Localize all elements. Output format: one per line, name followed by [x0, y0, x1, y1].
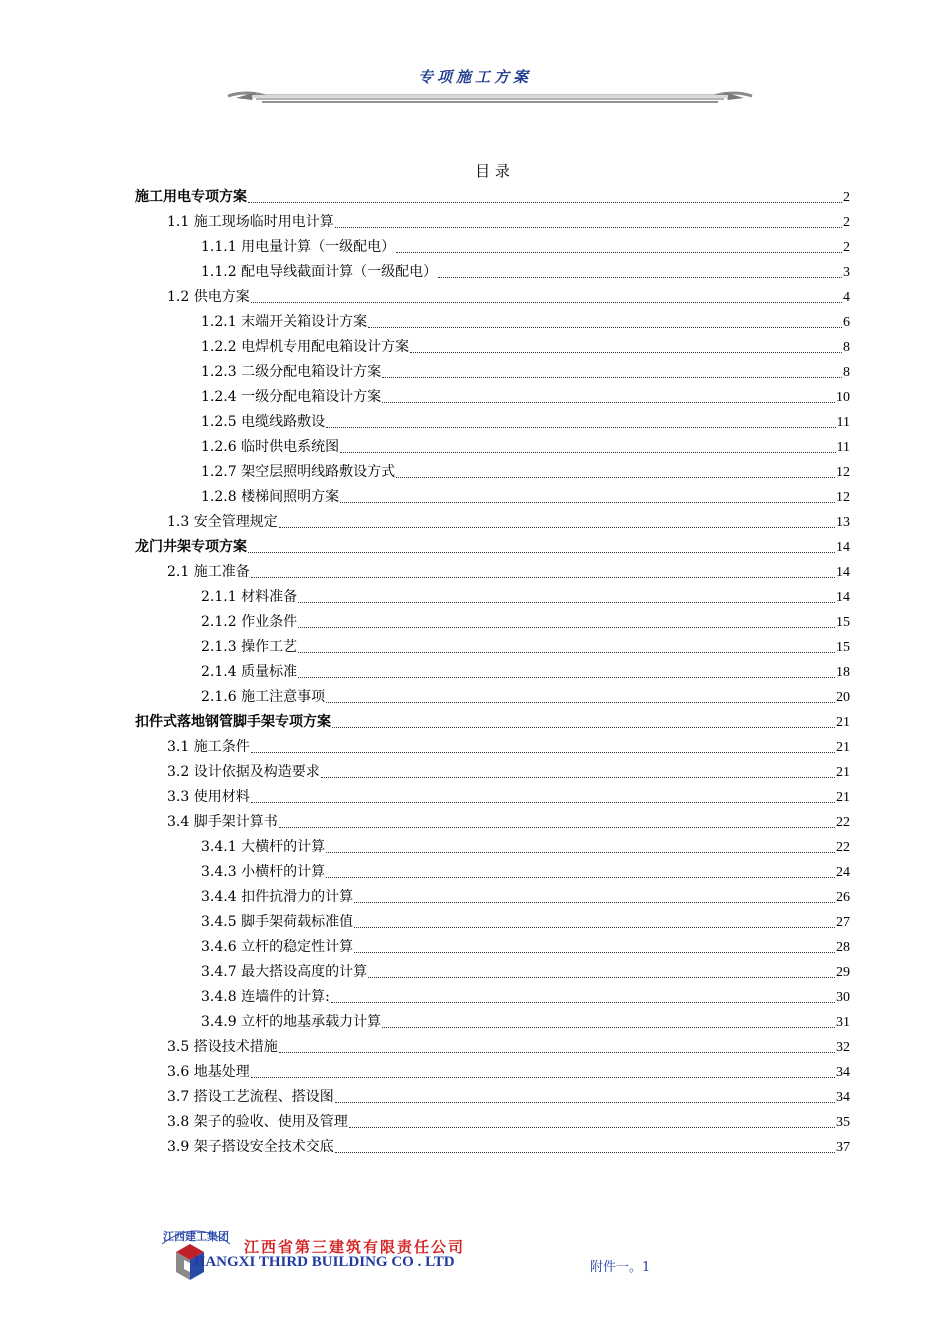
- toc-dot-leader: [298, 627, 835, 628]
- toc-entry[interactable]: [135, 510, 850, 535]
- toc-entry-label: 3.4 脚手架计算书: [167, 814, 278, 830]
- toc-entry[interactable]: [135, 485, 850, 510]
- toc-entry[interactable]: [135, 610, 850, 635]
- toc-entry-page: 2: [843, 190, 850, 205]
- toc-entry[interactable]: [135, 210, 850, 235]
- toc-entry[interactable]: [135, 410, 850, 435]
- toc-entry-label: 2.1 施工准备: [167, 564, 250, 580]
- toc-entry[interactable]: [135, 660, 850, 685]
- toc-entry[interactable]: [135, 285, 850, 310]
- toc-entry-label: 3.4.1 大横杆的计算: [201, 839, 326, 855]
- toc-entry-page: 14: [836, 540, 850, 555]
- toc-entry-page: 31: [836, 1015, 850, 1030]
- toc-entry-label: 2.1.1 材料准备: [201, 589, 298, 605]
- toc-entry[interactable]: [135, 710, 850, 735]
- toc-dot-leader: [331, 1002, 835, 1003]
- toc-entry-page: 29: [836, 965, 850, 980]
- toc-entry-page: 13: [836, 515, 850, 530]
- toc-entry[interactable]: [135, 635, 850, 660]
- toc-entry[interactable]: [135, 735, 850, 760]
- toc-entry-page: 22: [836, 840, 850, 855]
- toc-dot-leader: [382, 377, 842, 378]
- toc-entry-label: 2.1.3 操作工艺: [201, 639, 298, 655]
- toc-entry-page: 21: [836, 715, 850, 730]
- toc-entry-label: 1.1.1 用电量计算（一级配电）: [201, 239, 396, 255]
- toc-entry[interactable]: [135, 810, 850, 835]
- toc-entry[interactable]: [135, 1035, 850, 1060]
- toc-entry[interactable]: [135, 960, 850, 985]
- toc-entry-label: 扣件式落地钢管脚手架专项方案: [135, 714, 331, 730]
- toc-dot-leader: [326, 427, 835, 428]
- toc-entry-label: 2.1.6 施工注意事项: [201, 689, 326, 705]
- toc-entry-page: 20: [836, 690, 850, 705]
- toc-entry-label: 1.2.7 架空层照明线路敷设方式: [201, 464, 396, 480]
- toc-entry[interactable]: [135, 1110, 850, 1135]
- toc-entry-label: 3.4.8 连墙件的计算:: [201, 989, 330, 1005]
- company-name-english: JIANGXI THIRD BUILDING CO . LTD: [192, 1254, 455, 1270]
- toc-dot-leader: [298, 602, 835, 603]
- toc-entry-label: 3.1 施工条件: [167, 739, 250, 755]
- toc-dot-leader: [410, 352, 842, 353]
- toc-entry[interactable]: [135, 460, 850, 485]
- toc-dot-leader: [251, 752, 835, 753]
- toc-entry[interactable]: [135, 910, 850, 935]
- toc-entry-page: 34: [836, 1090, 850, 1105]
- toc-entry-page: 27: [836, 915, 850, 930]
- toc-entry[interactable]: [135, 560, 850, 585]
- toc-entry-label: 3.6 地基处理: [167, 1064, 250, 1080]
- toc-entry-label: 1.3 安全管理规定: [167, 514, 278, 530]
- toc-entry-page: 2: [843, 240, 850, 255]
- toc-entry-label: 3.4.4 扣件抗滑力的计算: [201, 889, 354, 905]
- toc-dot-leader: [298, 677, 835, 678]
- toc-entry[interactable]: [135, 760, 850, 785]
- toc-entry-label: 3.4.9 立杆的地基承载力计算: [201, 1014, 382, 1030]
- toc-entry-label: 3.4.5 脚手架荷载标准值: [201, 914, 354, 930]
- toc-entry-label: 1.2.2 电焊机专用配电箱设计方案: [201, 339, 410, 355]
- toc-dot-leader: [335, 1152, 835, 1153]
- toc-dot-leader: [382, 402, 835, 403]
- toc-entry-label: 施工用电专项方案: [135, 189, 247, 205]
- toc-entry-page: 35: [836, 1115, 850, 1130]
- toc-entry-page: 22: [836, 815, 850, 830]
- toc-dot-leader: [251, 802, 835, 803]
- toc-entry-page: 12: [836, 490, 850, 505]
- toc-entry[interactable]: [135, 535, 850, 560]
- toc-entry-page: 11: [836, 440, 850, 455]
- toc-entry-label: 3.8 架子的验收、使用及管理: [167, 1114, 348, 1130]
- toc-dot-leader: [396, 477, 835, 478]
- toc-entry-label: 3.4.6 立杆的稳定性计算: [201, 939, 354, 955]
- toc-dot-leader: [251, 577, 835, 578]
- toc-entry-page: 12: [836, 465, 850, 480]
- toc-entry[interactable]: [135, 685, 850, 710]
- toc-dot-leader: [248, 552, 835, 553]
- toc-entry-page: 30: [836, 990, 850, 1005]
- toc-entry-page: 14: [836, 565, 850, 580]
- toc-entry-label: 2.1.4 质量标准: [201, 664, 298, 680]
- toc-dot-leader: [354, 927, 835, 928]
- toc-entry-label: 1.2.4 一级分配电箱设计方案: [201, 389, 382, 405]
- toc-dot-leader: [279, 527, 835, 528]
- toc-entry-label: 1.2.3 二级分配电箱设计方案: [201, 364, 382, 380]
- toc-dot-leader: [326, 852, 835, 853]
- toc-dot-leader: [326, 702, 835, 703]
- toc-entry[interactable]: [135, 385, 850, 410]
- toc-dot-leader: [340, 502, 835, 503]
- toc-entry[interactable]: [135, 985, 850, 1010]
- toc-dot-leader: [335, 227, 842, 228]
- toc-entry[interactable]: [135, 935, 850, 960]
- toc-dot-leader: [340, 452, 835, 453]
- toc-entry-label: 龙门井架专项方案: [135, 539, 247, 555]
- toc-entry[interactable]: [135, 185, 850, 210]
- toc-entry-page: 37: [836, 1140, 850, 1155]
- company-name-chinese: 江西省第三建筑有限责任公司: [244, 1238, 466, 1256]
- toc-entry-label: 1.2.8 楼梯间照明方案: [201, 489, 340, 505]
- toc-entry-label: 3.5 搭设技术措施: [167, 1039, 278, 1055]
- toc-entry-label: 2.1.2 作业条件: [201, 614, 298, 630]
- toc-entry-label: 1.1 施工现场临时用电计算: [167, 214, 334, 230]
- toc-dot-leader: [279, 827, 835, 828]
- toc-entry-label: 1.2.1 末端开关箱设计方案: [201, 314, 368, 330]
- toc-entry-page: 4: [843, 290, 850, 305]
- toc-dot-leader: [321, 777, 835, 778]
- toc-entry[interactable]: [135, 1060, 850, 1085]
- toc-entry-page: 21: [836, 740, 850, 755]
- toc-entry-page: 3: [843, 265, 850, 280]
- toc-dot-leader: [368, 977, 835, 978]
- toc-entry-page: 10: [836, 390, 850, 405]
- toc-entry-label: 3.4.3 小横杆的计算: [201, 864, 326, 880]
- toc-dot-leader: [335, 1102, 835, 1103]
- toc-dot-leader: [382, 1027, 835, 1028]
- toc-entry-page: 34: [836, 1065, 850, 1080]
- toc-entry-page: 8: [843, 340, 850, 355]
- toc-entry-page: 15: [836, 615, 850, 630]
- toc-entry[interactable]: [135, 235, 850, 260]
- toc-entry[interactable]: [135, 335, 850, 360]
- toc-dot-leader: [298, 652, 835, 653]
- toc-entry-page: 8: [843, 365, 850, 380]
- document-header-title: 专项施工方案: [417, 68, 532, 86]
- logo-text: 江西建工集团: [163, 1230, 229, 1243]
- toc-dot-leader: [251, 1077, 835, 1078]
- toc-dot-leader: [396, 252, 842, 253]
- toc-entry[interactable]: [135, 1085, 850, 1110]
- toc-entry-page: 21: [836, 790, 850, 805]
- toc-entry[interactable]: [135, 435, 850, 460]
- toc-dot-leader: [332, 727, 835, 728]
- toc-entry-page: 15: [836, 640, 850, 655]
- toc-dot-leader: [248, 202, 842, 203]
- toc-entry-label: 3.3 使用材料: [167, 789, 250, 805]
- table-of-contents: [135, 185, 850, 1160]
- toc-entry[interactable]: [135, 260, 850, 285]
- toc-entry-page: 18: [836, 665, 850, 680]
- toc-entry-label: 1.2.5 电缆线路敷设: [201, 414, 326, 430]
- toc-entry[interactable]: [135, 1135, 850, 1160]
- toc-entry-page: 2: [843, 215, 850, 230]
- toc-entry[interactable]: [135, 885, 850, 910]
- toc-entry-page: 32: [836, 1040, 850, 1055]
- toc-dot-leader: [326, 877, 835, 878]
- toc-dot-leader: [354, 902, 835, 903]
- toc-entry[interactable]: [135, 360, 850, 385]
- toc-dot-leader: [438, 277, 842, 278]
- toc-entry-label: 3.7 搭设工艺流程、搭设图: [167, 1089, 334, 1105]
- toc-entry-page: 26: [836, 890, 850, 905]
- toc-dot-leader: [349, 1127, 835, 1128]
- toc-entry-label: 3.2 设计依据及构造要求: [167, 764, 320, 780]
- toc-entry[interactable]: [135, 835, 850, 860]
- toc-entry-label: 3.9 架子搭设安全技术交底: [167, 1139, 334, 1155]
- toc-entry[interactable]: [135, 785, 850, 810]
- toc-entry[interactable]: [135, 1010, 850, 1035]
- toc-dot-leader: [279, 1052, 835, 1053]
- toc-entry[interactable]: [135, 310, 850, 335]
- toc-entry-page: 6: [843, 315, 850, 330]
- page-number-note: 附件一。1: [590, 1260, 651, 1275]
- header-ornament-rule: [226, 86, 754, 108]
- toc-entry-page: 11: [836, 415, 850, 430]
- toc-entry-label: 3.4.7 最大搭设高度的计算: [201, 964, 368, 980]
- toc-entry-page: 14: [836, 590, 850, 605]
- toc-dot-leader: [251, 302, 842, 303]
- toc-dot-leader: [354, 952, 835, 953]
- toc-entry-page: 24: [836, 865, 850, 880]
- toc-dot-leader: [368, 327, 842, 328]
- toc-entry[interactable]: [135, 585, 850, 610]
- toc-entry-page: 28: [836, 940, 850, 955]
- toc-entry-page: 21: [836, 765, 850, 780]
- toc-entry-label: 1.2 供电方案: [167, 289, 250, 305]
- toc-entry-label: 1.1.2 配电导线截面计算（一级配电）: [201, 264, 438, 280]
- toc-heading: 目 录: [475, 162, 510, 180]
- toc-entry[interactable]: [135, 860, 850, 885]
- toc-entry-label: 1.2.6 临时供电系统图: [201, 439, 340, 455]
